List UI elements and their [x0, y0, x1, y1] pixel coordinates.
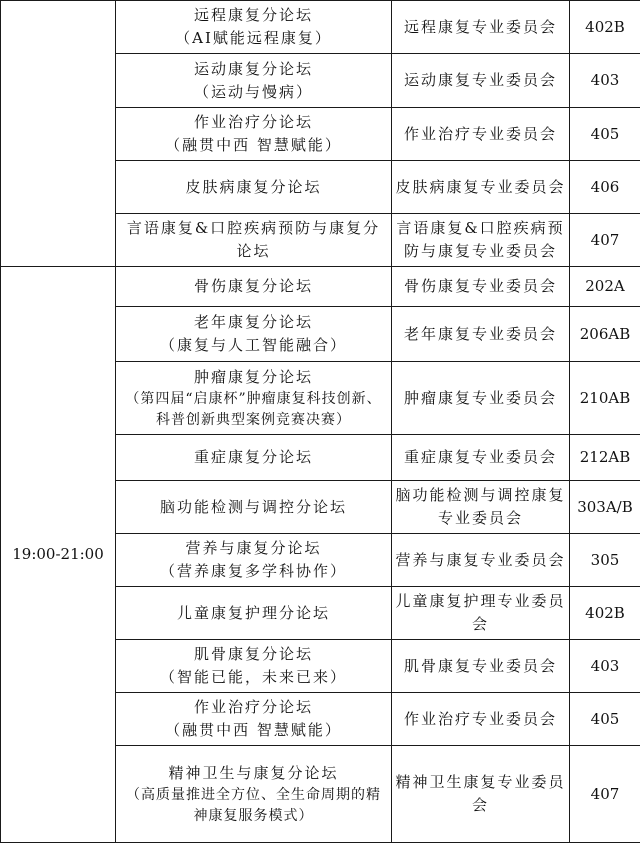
room-cell: 402B [570, 587, 640, 640]
forum-cell [116, 267, 392, 307]
forum-subtitle: （智能已能，未来已来） [119, 666, 388, 689]
room-cell: 407 [570, 214, 640, 267]
organizer-cell: 作业治疗专业委员会 [392, 693, 570, 746]
organizer-cell: 肿瘤康复专业委员会 [392, 362, 570, 435]
organizer-cell: 儿童康复护理专业委员会 [392, 587, 570, 640]
forum-title: 作业治疗分论坛 [119, 111, 388, 134]
organizer-cell: 重症康复专业委员会 [392, 435, 570, 481]
forum-title: 远程康复分论坛 [119, 4, 388, 27]
forum-subtitle: （融贯中西 智慧赋能） [119, 134, 388, 157]
room-cell: 406 [570, 161, 640, 214]
forum-cell [116, 214, 392, 267]
forum-title: 言语康复&口腔疾病预防与康复分论坛 [119, 217, 388, 263]
forum-subtitle: （第四届“启康杯”肿瘤康复科技创新、科普创新典型案例竞赛决赛） [119, 389, 388, 431]
forum-title: 皮肤病康复分论坛 [119, 176, 388, 199]
room-cell: 405 [570, 693, 640, 746]
forum-cell [116, 640, 392, 693]
forum-title: 肌骨康复分论坛 [119, 643, 388, 666]
organizer-cell: 运动康复专业委员会 [392, 54, 570, 108]
organizer-cell: 远程康复专业委员会 [392, 1, 570, 54]
time-cell [1, 1, 116, 267]
table-row [1, 1, 640, 54]
forum-cell [116, 481, 392, 534]
organizer-cell: 骨伤康复专业委员会 [392, 267, 570, 307]
room-cell: 403 [570, 54, 640, 108]
forum-title: 营养与康复分论坛 [119, 537, 388, 560]
room-cell: 303A/B [570, 481, 640, 534]
forum-cell [116, 746, 392, 843]
forum-subtitle: （高质量推进全方位、全生命周期的精神康复服务模式） [119, 785, 388, 827]
organizer-cell: 言语康复&口腔疾病预防与康复专业委员会 [392, 214, 570, 267]
forum-subtitle: （运动与慢病） [119, 81, 388, 104]
forum-title: 脑功能检测与调控分论坛 [119, 496, 388, 519]
forum-title: 重症康复分论坛 [119, 446, 388, 469]
organizer-cell: 老年康复专业委员会 [392, 307, 570, 362]
forum-title: 运动康复分论坛 [119, 58, 388, 81]
schedule-body [1, 1, 640, 843]
room-cell: 202A [570, 267, 640, 307]
room-cell: 402B [570, 1, 640, 54]
organizer-cell: 营养与康复专业委员会 [392, 534, 570, 587]
forum-title: 老年康复分论坛 [119, 311, 388, 334]
room-cell: 405 [570, 108, 640, 161]
organizer-cell: 作业治疗专业委员会 [392, 108, 570, 161]
forum-title: 作业治疗分论坛 [119, 696, 388, 719]
forum-cell [116, 362, 392, 435]
forum-title: 精神卫生与康复分论坛 [119, 762, 388, 785]
forum-subtitle: （融贯中西 智慧赋能） [119, 719, 388, 742]
room-cell: 210AB [570, 362, 640, 435]
room-cell: 212AB [570, 435, 640, 481]
forum-cell [116, 1, 392, 54]
forum-title: 骨伤康复分论坛 [119, 275, 388, 298]
forum-cell [116, 108, 392, 161]
organizer-cell: 皮肤病康复专业委员会 [392, 161, 570, 214]
room-cell: 206AB [570, 307, 640, 362]
forum-cell [116, 54, 392, 108]
forum-subtitle: （营养康复多学科协作） [119, 560, 388, 583]
room-cell: 305 [570, 534, 640, 587]
forum-cell [116, 587, 392, 640]
forum-cell [116, 534, 392, 587]
forum-cell [116, 307, 392, 362]
organizer-cell: 精神卫生康复专业委员会 [392, 746, 570, 843]
forum-cell [116, 435, 392, 481]
organizer-cell: 肌骨康复专业委员会 [392, 640, 570, 693]
organizer-cell: 脑功能检测与调控康复专业委员会 [392, 481, 570, 534]
room-cell: 407 [570, 746, 640, 843]
forum-title: 肿瘤康复分论坛 [119, 366, 388, 389]
forum-title: 儿童康复护理分论坛 [119, 602, 388, 625]
room-cell: 403 [570, 640, 640, 693]
time-cell: 19:00-21:00 [1, 267, 116, 843]
forum-subtitle: （AI赋能远程康复） [119, 27, 388, 50]
table-row [1, 267, 640, 307]
forum-subtitle: （康复与人工智能融合） [119, 334, 388, 357]
forum-cell [116, 693, 392, 746]
forum-cell [116, 161, 392, 214]
